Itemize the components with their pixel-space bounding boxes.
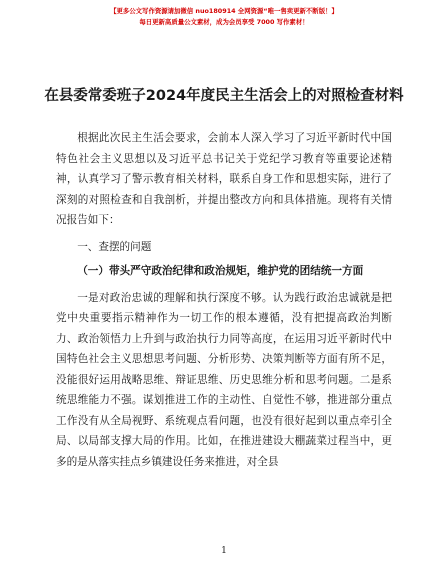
promo-banner — [0, 6, 448, 28]
section-heading: 一、查摆的问题 — [77, 240, 152, 253]
document-title: 在县委常委班子2024年度民主生活会上的对照检查材料 — [44, 88, 404, 104]
body-paragraph: 一是对政治忠诚的理解和执行深度不够。认为践行政治忠诚就是把党中央重要指示精神作为一切工作的根本遵循，没有把提高政治判断力、政治领悟力上升到与政治执行力同等高度，在运用习近平新时代中国特色社会主义思想思考问题、分析形势、决策判断等方面有所不足，没能很好运用战略思维、辩证思维、历史思维分析和思考问题。二是系统思维能力不强。谋划推进工作的主动性、自觉性不够，推进部分重点工作没有从全局视野、系统观点看问题，也没有很好起到以重点牵引全局、以局部支撑大局的作用。比如，在推进建设大棚蔬菜过程当中，更多的是从落实挂点乡镇建设任务来推进，对全县 — [56, 291, 392, 468]
promo-banner-line2: 每日更新高质量公文素材，成为会员享受 7000 写作素材！ — [139, 18, 309, 26]
page-number: 1 — [221, 546, 227, 556]
document-body — [56, 128, 392, 472]
subsection-heading: （一）带头严守政治纪律和政治规矩，维护党的团结统一方面 — [77, 265, 364, 277]
intro-paragraph: 根据此次民主生活会要求，会前本人深入学习了习近平新时代中国特色社会主义思想以及习近平总书记关于党纪学习教育等重要论述精神，认真学习了警示教育相关材料，联系自身工作和思想实际，进行了深刻的对照检查和自我剖析，并提出整改方向和具体措施。现将有关情况报告如下： — [56, 132, 392, 226]
promo-banner-line1: 【更多公文写作资源请加微信 nuo180914 全网资源“唯一售卖更新不断版！】 — [110, 7, 338, 15]
